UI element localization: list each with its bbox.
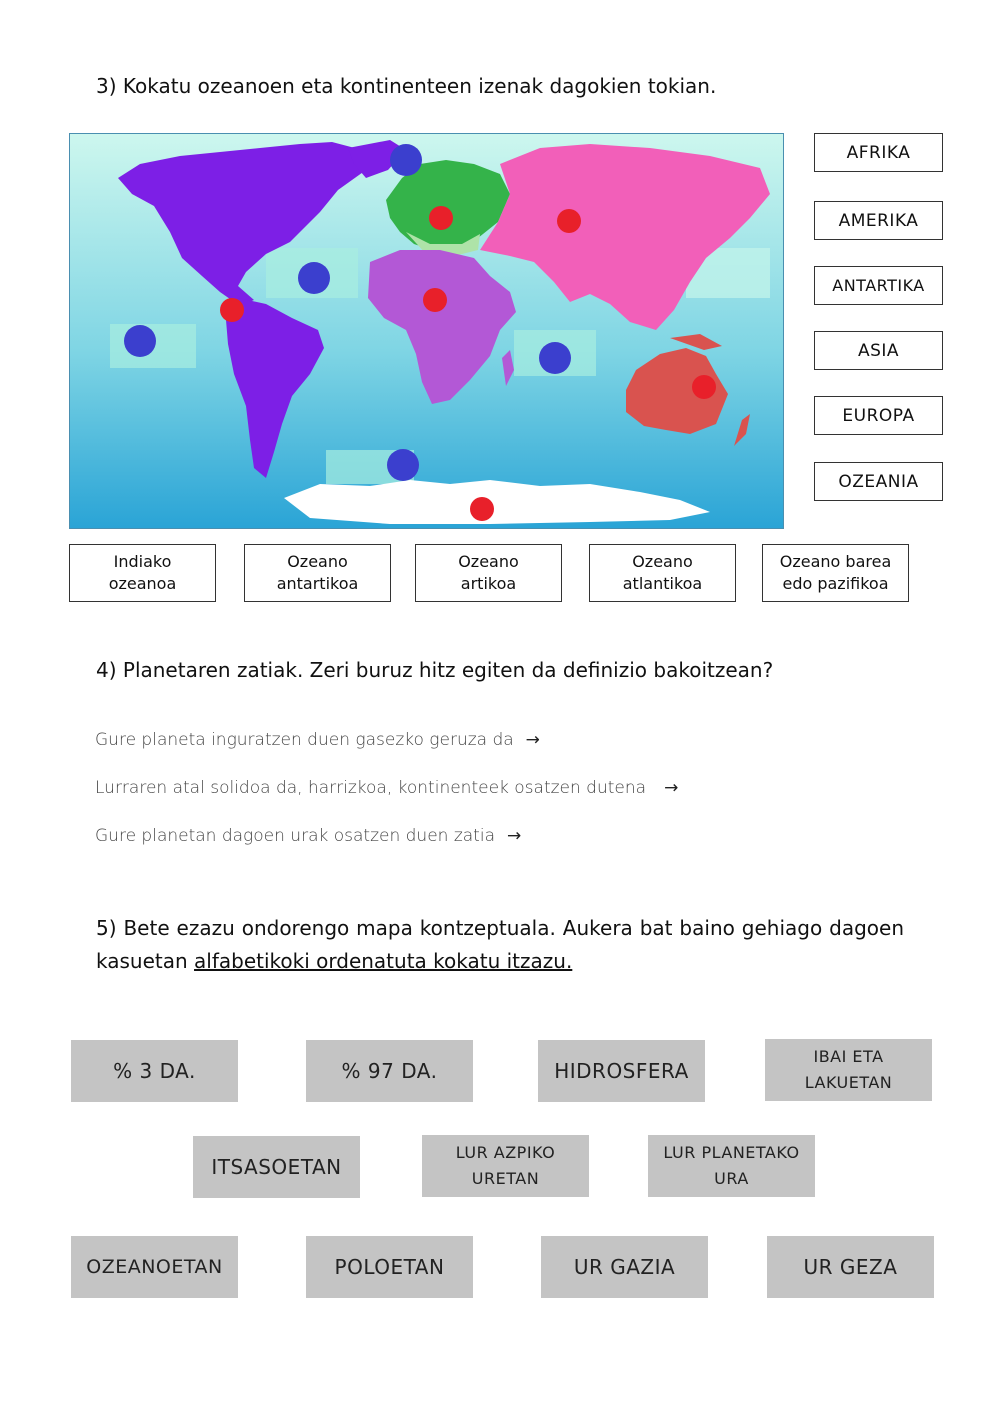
tile-label: LUR PLANETAKO [663, 1143, 800, 1162]
continent-marker-antarctica[interactable] [470, 497, 494, 521]
tile-label: % 97 DA. [341, 1059, 438, 1083]
continent-label-amerika[interactable]: AMERIKA [814, 201, 943, 240]
tile-label: UR GAZIA [573, 1255, 676, 1279]
world-map [69, 133, 784, 529]
tile-label: HIDROSFERA [554, 1059, 689, 1083]
ocean-marker-indian[interactable] [539, 342, 571, 374]
continent-label-antartika[interactable]: ANTARTIKA [814, 266, 943, 305]
continent-marker-europe[interactable] [429, 206, 453, 230]
ocean-label-line: Ozeano [287, 552, 348, 571]
concept-tile[interactable] [71, 1236, 238, 1298]
continent-marker-africa[interactable] [423, 288, 447, 312]
continent-marker-asia[interactable] [557, 209, 581, 233]
continent-label-ozeania[interactable]: OZEANIA [814, 462, 943, 501]
ocean-label-line: atlantikoa [622, 574, 703, 593]
ocean-marker-pacific[interactable] [124, 325, 156, 357]
definition-row [95, 730, 540, 750]
concept-tile[interactable] [765, 1039, 932, 1101]
ocean-label-pazifikoa[interactable] [762, 544, 909, 602]
tile-label: IBAI ETA [813, 1047, 884, 1066]
definition-text: Gure planeta inguratzen duen gasezko geruza da [95, 730, 514, 750]
definition-row [95, 778, 678, 798]
ocean-marker-antarctic[interactable] [387, 449, 419, 481]
ocean-label-indiako[interactable] [69, 544, 216, 602]
exercise-5-heading-underlined: alfabetikoki ordenatuta kokatu itzazu. [194, 949, 573, 973]
tile-label: LUR AZPIKO [455, 1143, 556, 1162]
ocean-label-line: Indiako [113, 552, 172, 571]
ocean-label-line: Ozeano barea [779, 552, 892, 571]
concept-tile[interactable] [767, 1236, 934, 1298]
arrow-right-icon: → [525, 730, 540, 750]
continent-label-asia[interactable]: ASIA [814, 331, 943, 370]
tile-label: OZEANOETAN [86, 1256, 223, 1278]
ocean-label-line: artikoa [460, 574, 517, 593]
exercise-5-heading [96, 912, 904, 978]
concept-tile[interactable] [306, 1040, 473, 1102]
ocean-label-line: Ozeano [632, 552, 693, 571]
concept-tile[interactable] [648, 1135, 815, 1197]
concept-tile[interactable] [538, 1040, 705, 1102]
definition-text: Gure planetan dagoen urak osatzen duen zatia [95, 826, 495, 846]
definition-text: Lurraren atal solidoa da, harrizkoa, kontinenteek osatzen dutena [95, 778, 647, 798]
tile-label: URA [714, 1169, 749, 1188]
ocean-marker-arctic[interactable] [390, 144, 422, 176]
arrow-right-icon: → [664, 778, 679, 798]
world-map-image [70, 134, 783, 528]
continent-marker-oceania[interactable] [692, 375, 716, 399]
exercise-4-heading: 4) Planetaren zatiak. Zeri buruz hitz egiten da definizio bakoitzean? [96, 658, 774, 682]
concept-tile[interactable] [541, 1236, 708, 1298]
ocean-label-line: ozeanoa [108, 574, 177, 593]
tile-label: POLOETAN [334, 1255, 445, 1279]
arrow-right-icon: → [506, 826, 522, 846]
concept-tile[interactable] [71, 1040, 238, 1102]
ocean-label-line: edo pazifikoa [782, 574, 889, 593]
definition-row [95, 826, 521, 846]
tile-label: LAKUETAN [804, 1073, 893, 1092]
ocean-label-artikoa[interactable] [415, 544, 562, 602]
ocean-marker-atlantic[interactable] [298, 262, 330, 294]
ocean-label-line: antartikoa [276, 574, 359, 593]
tile-label: URETAN [471, 1169, 540, 1188]
continent-label-europa[interactable]: EUROPA [814, 396, 943, 435]
continent-label-afrika[interactable]: AFRIKA [814, 133, 943, 172]
concept-tile[interactable] [193, 1136, 360, 1198]
ocean-label-line: Ozeano [458, 552, 519, 571]
tile-label: UR GEZA [803, 1255, 898, 1279]
concept-tile[interactable] [306, 1236, 473, 1298]
ocean-label-antartikoa[interactable] [244, 544, 391, 602]
tile-label: % 3 DA. [113, 1059, 196, 1083]
continent-marker-america[interactable] [220, 298, 244, 322]
exercise-5-heading-text: 5) Bete ezazu ondorengo mapa kontzeptuala. Aukera bat baino gehiago dagoen kasuetan [96, 916, 904, 973]
tile-label: ITSASOETAN [211, 1155, 342, 1179]
exercise-3-heading: 3) Kokatu ozeanoen eta kontinenteen izenak dagokien tokian. [96, 74, 717, 98]
ocean-label-atlantikoa[interactable] [589, 544, 736, 602]
concept-tile[interactable] [422, 1135, 589, 1197]
